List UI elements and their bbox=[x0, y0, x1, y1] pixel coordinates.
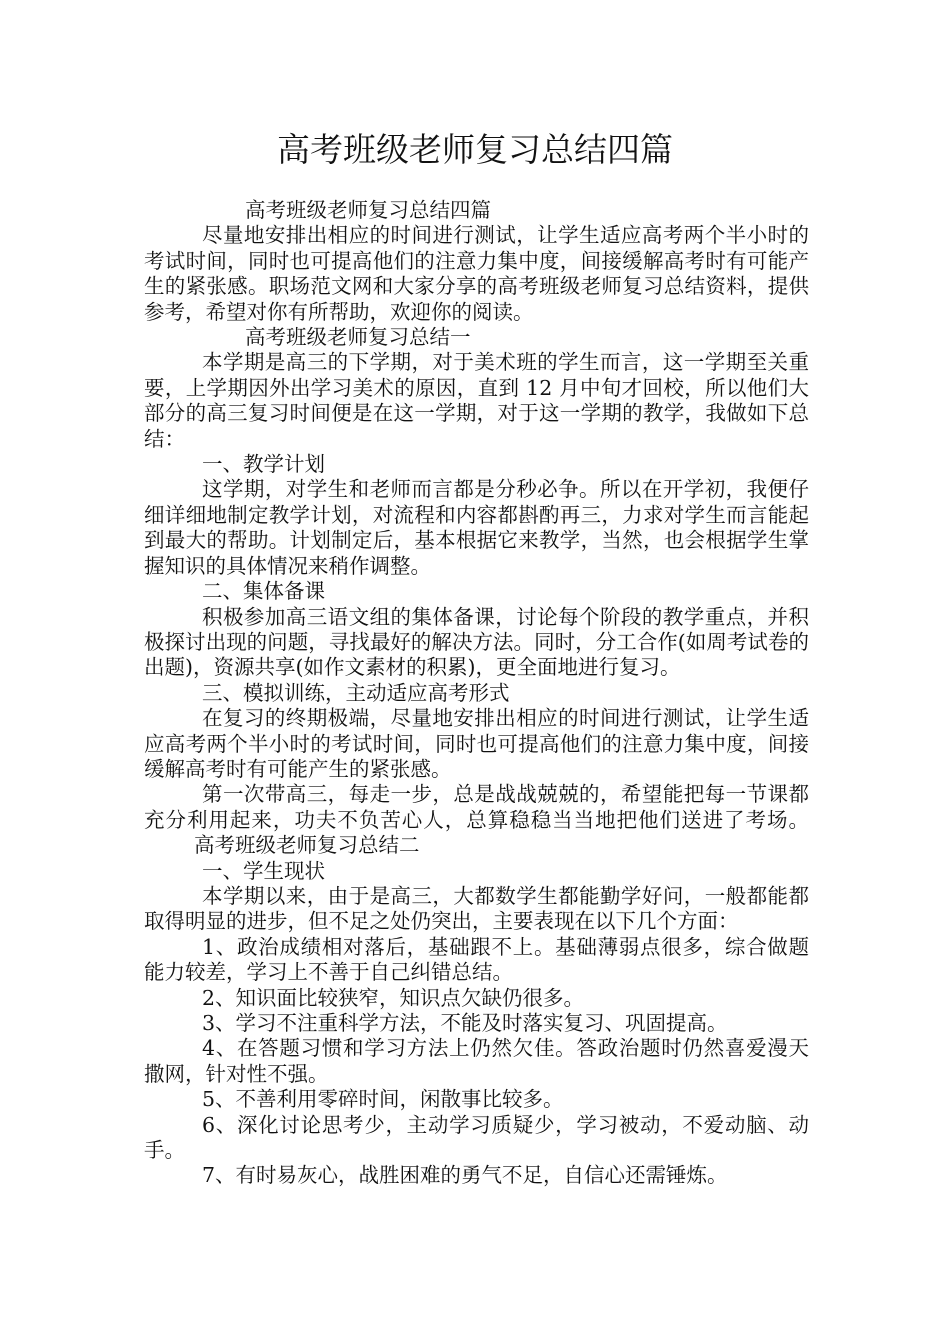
list-item: 6、深化讨论思考少，主动学习质疑少，学习被动，不爱动脑、动手。 bbox=[144, 1112, 809, 1163]
list-item: 3、学习不注重科学方法，不能及时落实复习、巩固提高。 bbox=[202, 1011, 728, 1035]
list-item: 2、知识面比较狭窄，知识点欠缺仍很多。 bbox=[202, 985, 585, 1010]
document-body bbox=[144, 198, 809, 1189]
list-item: 7、有时易灰心，战胜困难的勇气不足，自信心还需锤炼。 bbox=[202, 1163, 728, 1188]
list-item: 5、不善利用零碎时间，闲散事比较多。 bbox=[202, 1087, 564, 1112]
paragraph: 这学期，对学生和老师而言都是分秒必争。所以在开学初，我便仔细详细地制定教学计划，对流程和内容都斟酌再三，力求对学生而言能起到最大的帮助。计划制定后，基本根据它来教学，当然，也会根据学生掌握知识的具体情况来稍作调整。 bbox=[144, 477, 809, 578]
list-item: 4、在答题习惯和学习方法上仍然欠佳。答政治题时仍然喜爱漫天撒网，针对性不强。 bbox=[144, 1036, 809, 1086]
section-heading-one: 高考班级老师复习总结一 bbox=[245, 325, 471, 350]
list-item: 1、政治成绩相对落后，基础跟不上。基础薄弱点很多，综合做题能力较差，学习上不善于自己纠错总结。 bbox=[144, 934, 809, 985]
heading-group-prep: 二、集体备课 bbox=[202, 579, 325, 604]
paragraph: 本学期以来，由于是高三，大都数学生都能勤学好问，一般都能都取得明显的进步，但不足之处仍突出，主要表现在以下几个方面： bbox=[144, 883, 809, 934]
paragraph-text: 第一次带高三，每走一步，总是战战兢兢的，希望能把每一节课都充分利用起来，功夫不负苦心人，总算稳稳当当地把他们送进了考场。 bbox=[144, 782, 809, 832]
paragraph-with-inline-heading bbox=[144, 782, 809, 858]
intro-paragraph: 尽量地安排出相应的时间进行测试，让学生适应高考两个半小时的考试时间，同时也可提高他们的注意力集中度，间接缓解高考时有可能产生的紧张感。职场范文网和大家分享的高考班级老师复习总结资料，提供参考，希望对你有所帮助，欢迎你的阅读。 bbox=[144, 223, 809, 324]
paragraph: 积极参加高三语文组的集体备课，讨论每个阶段的教学重点，并积极探讨出现的问题，寻找最好的解决方法。同时，分工合作(如周考试卷的出题)，资源共享(如作文素材的积累)，更全面地进行复习。 bbox=[144, 604, 809, 680]
document-title: 高考班级老师复习总结四篇 bbox=[277, 130, 673, 169]
paragraph: 本学期是高三的下学期，对于美术班的学生而言，这一学期至关重要，上学期因外出学习美术的原因，直到 12 月中旬才回校，所以他们大部分的高三复习时间便是在这一学期，对于这一学期的教学，我做如下总结： bbox=[144, 350, 809, 451]
heading-teaching-plan: 一、教学计划 bbox=[202, 452, 325, 477]
section-heading-two: 高考班级老师复习总结二 bbox=[194, 833, 420, 858]
heading-mock-training: 三、模拟训练，主动适应高考形式 bbox=[202, 680, 510, 705]
paragraph: 在复习的终期极端，尽量地安排出相应的时间进行测试，让学生适应高考两个半小时的考试时间，同时也可提高他们的注意力集中度，间接缓解高考时有可能产生的紧张感。 bbox=[144, 706, 809, 781]
subtitle-paragraph: 高考班级老师复习总结四篇 bbox=[245, 198, 491, 222]
heading-student-status: 一、学生现状 bbox=[202, 858, 325, 883]
